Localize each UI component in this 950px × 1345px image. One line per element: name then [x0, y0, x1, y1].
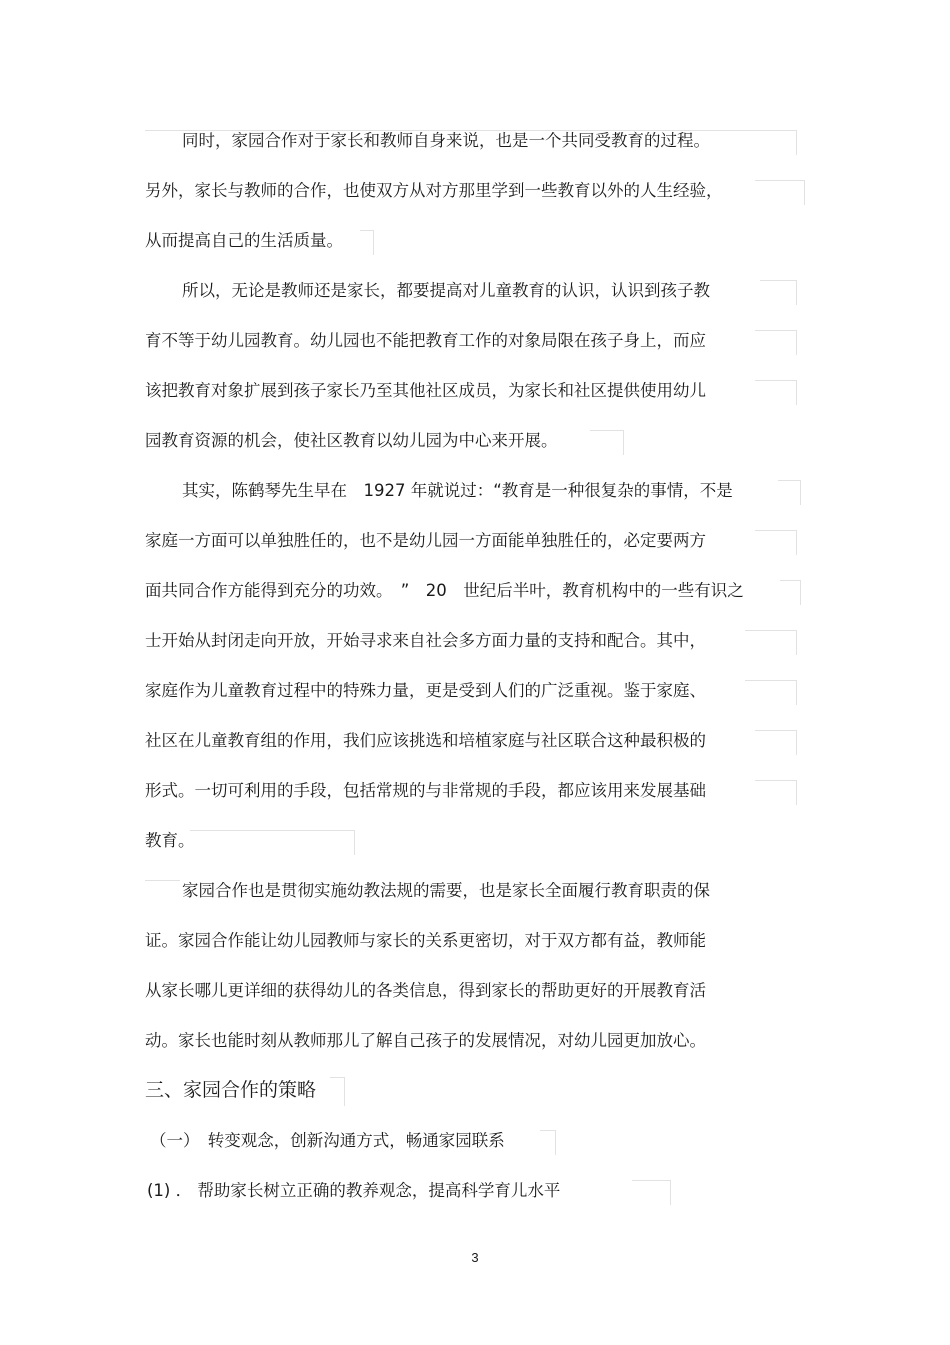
scan-artifact [145, 880, 180, 905]
paragraph-line: 士开始从封闭走向开放，开始寻求来自社会多方面力量的支持和配合。其中， [145, 631, 706, 650]
paragraph-line: 家庭作为儿童教育过程中的特殊力量，更是受到人们的广泛重视。鉴于家庭、 [145, 681, 706, 700]
scan-artifact [745, 680, 797, 705]
paragraph-line: 家园合作也是贯彻实施幼教法规的需要，也是家长全面履行教育职责的保 [182, 881, 710, 900]
section-heading: 三、家园合作的策略 [145, 1079, 317, 1101]
paragraph-line: 育不等于幼儿园教育。幼儿园也不能把教育工作的对象局限在孩子身上，而应 [145, 331, 706, 350]
scan-artifact [755, 330, 797, 355]
scan-artifact [145, 130, 797, 155]
scan-artifact [330, 1077, 345, 1106]
paragraph-line: 从而提高自己的生活质量。 [145, 231, 343, 250]
scan-artifact [360, 230, 374, 255]
paragraph-line: 所以，无论是教师还是家长，都要提高对儿童教育的认识，认识到孩子教 [182, 281, 710, 300]
scan-artifact [755, 180, 805, 205]
scan-artifact [760, 280, 797, 305]
paragraph-line: 园教育资源的机会，使社区教育以幼儿园为中心来开展。 [145, 431, 558, 450]
scan-artifact [632, 1180, 671, 1205]
scan-artifact [590, 430, 624, 455]
scan-artifact [540, 1130, 556, 1155]
scan-artifact [755, 730, 797, 755]
paragraph-line: 其实，陈鹤琴先生早在 1927 年就说过：“教育是一种很复杂的事情，不是 [182, 481, 733, 500]
paragraph-line: 形式。一切可利用的手段，包括常规的与非常规的手段，都应该用来发展基础 [145, 781, 706, 800]
paragraph-line: 证。家园合作能让幼儿园教师与家长的关系更密切，对于双方都有益，教师能 [145, 931, 706, 950]
scan-artifact [755, 530, 797, 555]
paragraph-line: 面共同合作方能得到充分的功效。 ” 20 世纪后半叶，教育机构中的一些有识之 [145, 581, 744, 600]
paragraph-line: 另外，家长与教师的合作，也使双方从对方那里学到一些教育以外的人生经验， [145, 181, 723, 200]
paragraph-line: 同时，家园合作对于家长和教师自身来说，也是一个共同受教育的过程。 [182, 131, 710, 150]
paragraph-line: 家庭一方面可以单独胜任的，也不是幼儿园一方面能单独胜任的，必定要两方 [145, 531, 706, 550]
paragraph-line: 教育。 [145, 831, 195, 850]
paragraph-line: 动。家长也能时刻从教师那儿了解自己孩子的发展情况，对幼儿园更加放心。 [145, 1031, 706, 1050]
paragraph-line: 该把教育对象扩展到孩子家长乃至其他社区成员，为家长和社区提供使用幼儿 [145, 381, 706, 400]
scan-artifact [745, 630, 797, 655]
scan-artifact [755, 380, 797, 405]
subheading: (1) ． 帮助家长树立正确的教养观念，提高科学育儿水平 [147, 1181, 561, 1200]
scan-artifact [780, 580, 801, 605]
page-number: 3 [471, 1250, 479, 1265]
scan-artifact [778, 480, 801, 505]
paragraph-line: 从家长哪儿更详细的获得幼儿的各类信息，得到家长的帮助更好的开展教育活 [145, 981, 706, 1000]
scan-artifact [190, 830, 355, 855]
paragraph-line: 社区在儿童教育组的作用，我们应该挑选和培植家庭与社区联合这种最积极的 [145, 731, 706, 750]
scan-artifact [755, 780, 797, 805]
subheading: （一） 转变观念，创新沟通方式，畅通家园联系 [150, 1131, 505, 1150]
